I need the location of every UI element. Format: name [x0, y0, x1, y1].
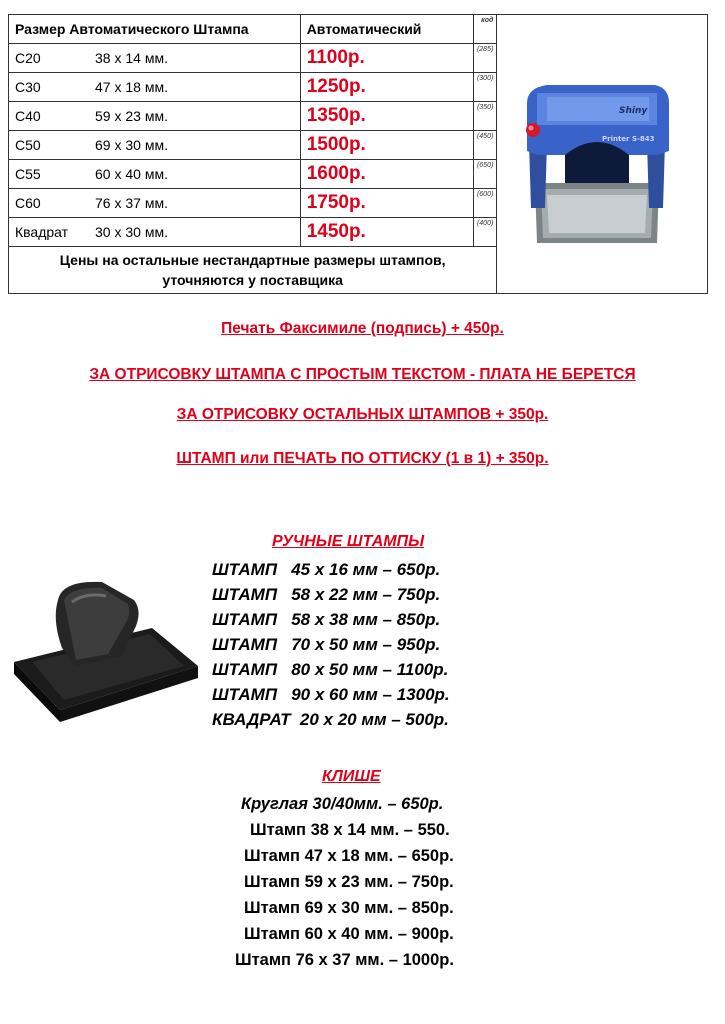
list-item: ШТАМП 45 х 16 мм – 650р. [212, 560, 441, 579]
table-header-row [9, 15, 708, 44]
list-item: ШТАМП 90 х 60 мм – 1300р. [212, 685, 450, 704]
list-item: Штамп 69 х 30 мм. – 850р. [244, 899, 454, 917]
copy-stamp-notice: ШТАМП или ПЕЧАТЬ ПО ОТТИСКУ (1 в 1) + 350р. [176, 450, 549, 467]
list-item: Штамп 47 х 18 мм. – 650р. [244, 847, 454, 865]
hand-stamps-list [212, 557, 450, 732]
list-item: ШТАМП 58 х 38 мм – 850р. [212, 610, 441, 629]
table-row: Квадрат 30 х 30 мм. 1450р. (400) [9, 218, 708, 247]
list-item: Штамп 76 х 37 мм. – 1000р. [235, 951, 454, 969]
table-row: С55 60 х 40 мм. 1600р. (650) [9, 160, 708, 189]
list-item: КВАДРАТ 20 х 20 мм – 500р. [212, 710, 449, 729]
table-row: С40 59 х 23 мм. 1350р. (350) [9, 102, 708, 131]
size-column-header: Размер Автоматического Штампа [9, 15, 301, 44]
auto-stamp-price-table [8, 14, 708, 290]
stamp-image-cell [497, 15, 708, 294]
table-row: С20 38 х 14 мм. 1100р. (285) [9, 44, 708, 73]
table-row: С60 76 х 37 мм. 1750р. (600) [9, 189, 708, 218]
other-stamps-notice: ЗА ОТРИСОВКУ ОСТАЛЬНЫХ ШТАМПОВ + 350р. [176, 406, 549, 423]
list-item: Штамп 38 х 14 мм. – 550. [250, 821, 450, 839]
simple-text-notice: ЗА ОТРИСОВКУ ШТАМПА С ПРОСТЫМ ТЕКСТОМ - ПЛАТА НЕ БЕРЕТСЯ [89, 366, 636, 383]
automatic-stamp-image [507, 33, 697, 273]
list-item: Штамп 59 х 23 мм. – 750р. [244, 873, 454, 891]
hand-stamps-title: РУЧНЫЕ ШТАМПЫ [272, 533, 425, 550]
custom-size-note: Цены на остальные нестандартные размеры штампов, уточняются у поставщика [9, 247, 497, 294]
stamp-brand-label: Shiny [619, 105, 648, 116]
price-column-header: Автоматический [300, 15, 473, 44]
cliche-list [0, 791, 725, 973]
list-item: ШТАМП 70 х 50 мм – 950р. [212, 635, 441, 654]
list-item: ШТАМП 58 х 22 мм – 750р. [212, 585, 441, 604]
list-item: Штамп 60 х 40 мм. – 900р. [244, 925, 454, 943]
table-row: С30 47 х 18 мм. 1250р. (300) [9, 73, 708, 102]
hand-stamp-image [2, 570, 205, 742]
cliche-title: КЛИШЕ [322, 768, 381, 785]
facsimile-notice: Печать Факсимиле (подпись) + 450р. [221, 320, 504, 337]
code-column-header: код [473, 15, 497, 44]
list-item: ШТАМП 80 х 50 мм – 1100р. [212, 660, 449, 679]
table-row: С50 69 х 30 мм. 1500р. (450) [9, 131, 708, 160]
list-item: Круглая 30/40мм. – 650р. [241, 795, 444, 813]
stamp-model-label: Printer S-843 [602, 134, 655, 143]
